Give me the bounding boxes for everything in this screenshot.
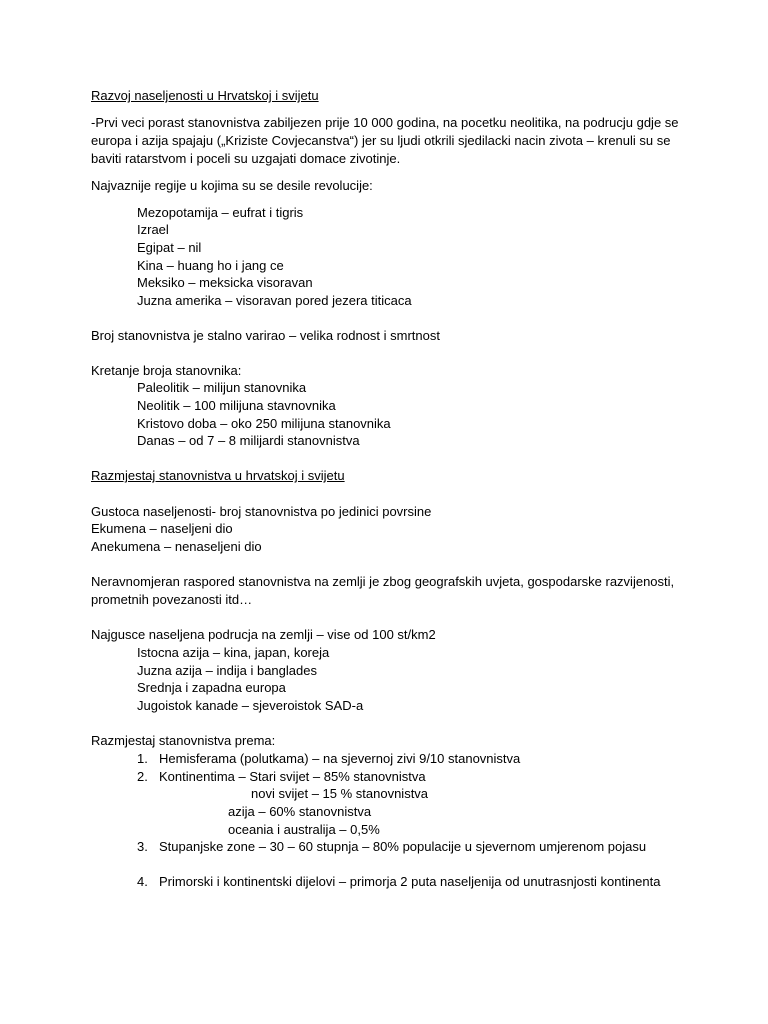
- densest-heading: Najgusce naseljena podrucja na zemlji – vise od 100 st/km2: [91, 627, 436, 642]
- regions-heading: Najvaznije regije u kojima su se desile revolucije:: [91, 178, 373, 193]
- intro-line: -Prvi veci porast stanovnistva zabiljezen prije 10 000 godina, na pocetku neolitika, na podrucju gdje se: [91, 115, 679, 130]
- item-text: Hemisferama (polutkama) – na sjevernoj zivi 9/10 stanovnistva: [159, 751, 521, 766]
- movement-item: Neolitik – 100 milijuna stavnovnika: [137, 398, 336, 413]
- item-number: 1.: [137, 751, 148, 766]
- region-item: Juzna amerika – visoravan pored jezera titicaca: [137, 293, 412, 308]
- population-varied-text: Broj stanovnistva je stalno varirao – velika rodnost i smrtnost: [91, 328, 440, 343]
- distribution-heading: Razmjestaj stanovnistva prema:: [91, 733, 276, 748]
- continent-sub-item: oceania i australija – 0,5%: [228, 822, 380, 837]
- densest-item: Juzna azija – indija i banglades: [137, 663, 317, 678]
- item-text: Primorski i kontinentski dijelovi – primorja 2 puta naseljenija od unutrasnjosti kontinenta: [159, 874, 661, 889]
- continent-sub-item: azija – 60% stanovnistva: [228, 804, 372, 819]
- region-item: Egipat – nil: [137, 240, 202, 255]
- intro-line: baviti ratarstvom i poceli su uzgajati domace zivotinje.: [91, 151, 401, 166]
- intro-line: europa i azija spajaju („Kriziste Covjecanstva“) jer su ljudi otkrili sjedilacki nacin zivota – krenuli su se: [91, 133, 671, 148]
- uneven-text-line: prometnih povezanosti itd…: [91, 592, 253, 607]
- item-text: Stupanjske zone – 30 – 60 stupnja – 80% populacije u sjevernom umjerenom pojasu: [159, 839, 647, 854]
- movement-item: Danas – od 7 – 8 milijardi stanovnistva: [137, 433, 360, 448]
- numbered-item: [137, 750, 520, 767]
- item-number: 2.: [137, 769, 148, 784]
- numbered-item: [137, 838, 646, 855]
- definition-line: Anekumena – nenaseljeni dio: [91, 539, 262, 554]
- densest-item: Istocna azija – kina, japan, koreja: [137, 645, 330, 660]
- item-text: Kontinentima – Stari svijet – 85% stanovnistva: [159, 769, 426, 784]
- densest-item: Jugoistok kanade – sjeveroistok SAD-a: [137, 698, 364, 713]
- region-item: Kina – huang ho i jang ce: [137, 258, 284, 273]
- movement-heading: Kretanje broja stanovnika:: [91, 363, 242, 378]
- movement-item: Kristovo doba – oko 250 milijuna stanovnika: [137, 416, 391, 431]
- section-title-settlement: Razvoj naseljenosti u Hrvatskoj i svijetu: [91, 88, 319, 103]
- region-item: Mezopotamija – eufrat i tigris: [137, 205, 304, 220]
- continent-sub-item: novi svijet – 15 % stanovnistva: [251, 786, 429, 801]
- region-item: Meksiko – meksicka visoravan: [137, 275, 313, 290]
- definition-line: Ekumena – naseljeni dio: [91, 521, 233, 536]
- numbered-item: [137, 768, 426, 785]
- section-title-distribution: Razmjestaj stanovnistva u hrvatskoj i svijetu: [91, 468, 345, 483]
- item-number: 4.: [137, 874, 148, 889]
- densest-item: Srednja i zapadna europa: [137, 680, 286, 695]
- region-item: Izrael: [137, 222, 169, 237]
- item-number: 3.: [137, 839, 148, 854]
- definition-line: Gustoca naseljenosti- broj stanovnistva po jedinici povrsine: [91, 504, 432, 519]
- uneven-text-line: Neravnomjeran raspored stanovnistva na zemlji je zbog geografskih uvjeta, gospodarske razvijenosti,: [91, 574, 675, 589]
- numbered-item: [137, 873, 660, 890]
- movement-item: Paleolitik – milijun stanovnika: [137, 380, 307, 395]
